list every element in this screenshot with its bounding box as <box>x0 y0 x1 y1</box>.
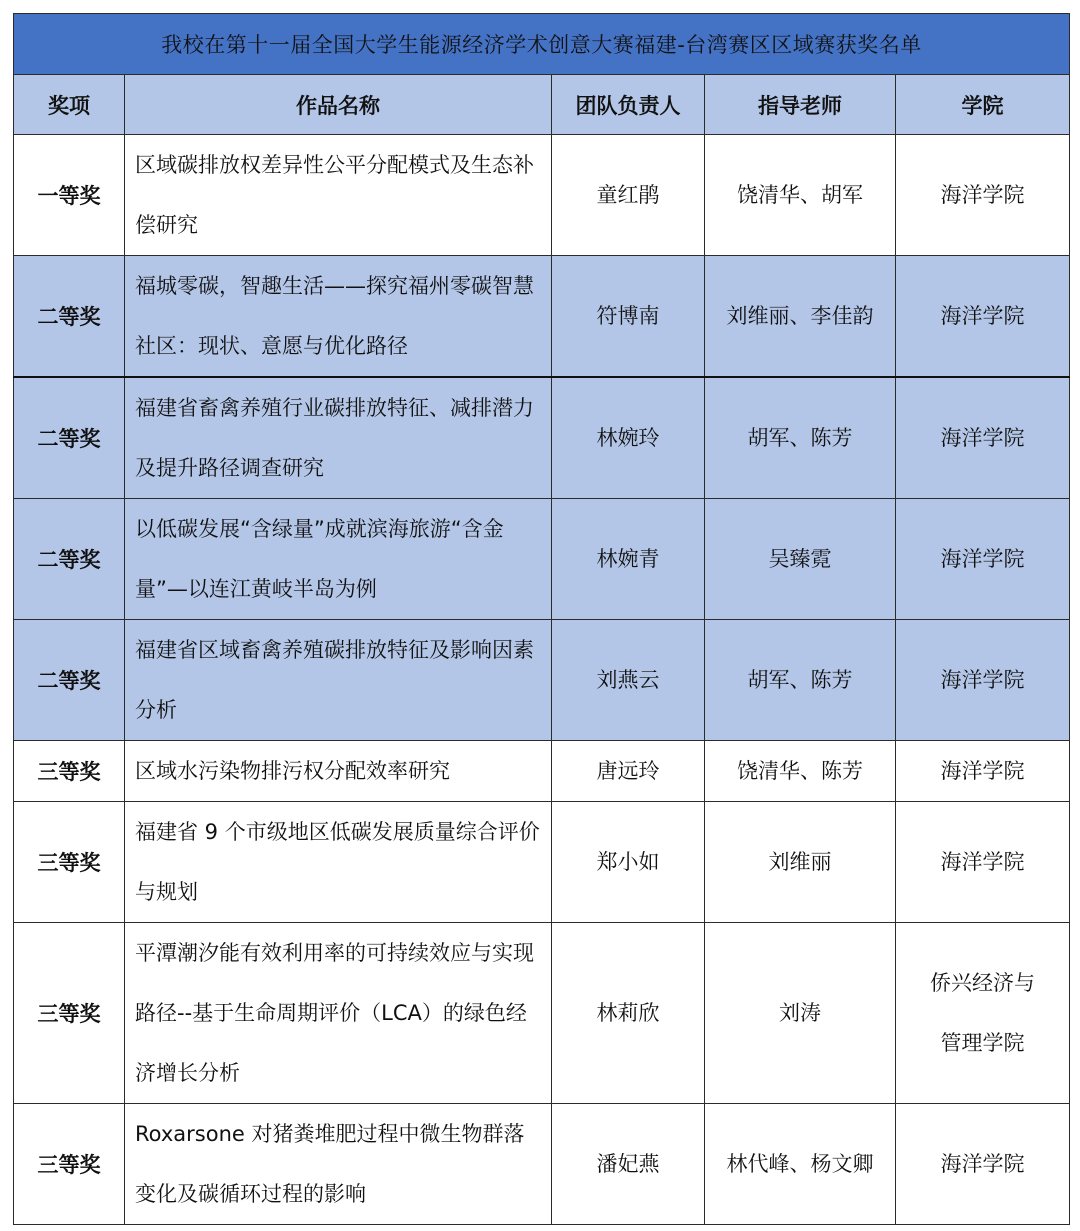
header-award: 奖项 <box>14 75 125 135</box>
work-cell: 区域碳排放权差异性公平分配模式及生态补偿研究 <box>125 135 552 256</box>
award-cell: 二等奖 <box>14 620 125 741</box>
leader-cell: 童红鹃 <box>552 135 705 256</box>
work-cell: 福城零碳，智趣生活——探究福州零碳智慧社区：现状、意愿与优化路径 <box>125 256 552 378</box>
work-cell: 福建省 9 个市级地区低碳发展质量综合评价与规划 <box>125 802 552 923</box>
college-cell: 海洋学院 <box>896 1104 1070 1225</box>
advisor-cell: 刘维丽、李佳韵 <box>705 256 896 378</box>
table-title: 我校在第十一届全国大学生能源经济学术创意大赛福建-台湾赛区区域赛获奖名单 <box>14 14 1070 75</box>
table-row <box>14 499 1070 620</box>
table-row <box>14 741 1070 802</box>
title-row <box>14 14 1070 75</box>
table-row <box>14 135 1070 256</box>
award-cell: 一等奖 <box>14 135 125 256</box>
header-leader: 团队负责人 <box>552 75 705 135</box>
leader-cell: 郑小如 <box>552 802 705 923</box>
college-cell: 海洋学院 <box>896 377 1070 499</box>
table-row <box>14 923 1070 1104</box>
award-cell: 二等奖 <box>14 499 125 620</box>
college-cell: 海洋学院 <box>896 135 1070 256</box>
work-cell: 福建省畜禽养殖行业碳排放特征、减排潜力及提升路径调查研究 <box>125 377 552 499</box>
leader-cell: 林婉青 <box>552 499 705 620</box>
award-list-document <box>13 13 1069 1225</box>
advisor-cell: 吴臻霓 <box>705 499 896 620</box>
header-college: 学院 <box>896 75 1070 135</box>
table-row <box>14 377 1070 499</box>
leader-cell: 符博南 <box>552 256 705 378</box>
work-cell: 以低碳发展“含绿量”成就滨海旅游“含金量”—以连江黄岐半岛为例 <box>125 499 552 620</box>
college-cell: 海洋学院 <box>896 499 1070 620</box>
table-row <box>14 1104 1070 1225</box>
advisor-cell: 胡军、陈芳 <box>705 620 896 741</box>
work-cell: 平潭潮汐能有效利用率的可持续效应与实现路径--基于生命周期评价（LCA）的绿色经济增长分析 <box>125 923 552 1104</box>
advisor-cell: 饶清华、陈芳 <box>705 741 896 802</box>
leader-cell: 唐远玲 <box>552 741 705 802</box>
header-row <box>14 75 1070 135</box>
advisor-cell: 刘涛 <box>705 923 896 1104</box>
advisor-cell: 林代峰、杨文卿 <box>705 1104 896 1225</box>
header-advisor: 指导老师 <box>705 75 896 135</box>
award-table <box>13 13 1070 1225</box>
table-row <box>14 802 1070 923</box>
advisor-cell: 饶清华、胡军 <box>705 135 896 256</box>
work-cell: 福建省区域畜禽养殖碳排放特征及影响因素分析 <box>125 620 552 741</box>
leader-cell: 林莉欣 <box>552 923 705 1104</box>
award-cell: 二等奖 <box>14 256 125 378</box>
award-cell: 三等奖 <box>14 802 125 923</box>
award-cell: 三等奖 <box>14 1104 125 1225</box>
work-cell: Roxarsone 对猪粪堆肥过程中微生物群落变化及碳循环过程的影响 <box>125 1104 552 1225</box>
college-cell: 侨兴经济与管理学院 <box>896 923 1070 1104</box>
table-row <box>14 256 1070 378</box>
advisor-cell: 胡军、陈芳 <box>705 377 896 499</box>
award-cell: 三等奖 <box>14 741 125 802</box>
advisor-cell: 刘维丽 <box>705 802 896 923</box>
leader-cell: 潘妃燕 <box>552 1104 705 1225</box>
leader-cell: 刘燕云 <box>552 620 705 741</box>
leader-cell: 林婉玲 <box>552 377 705 499</box>
college-cell: 海洋学院 <box>896 741 1070 802</box>
award-cell: 三等奖 <box>14 923 125 1104</box>
award-cell: 二等奖 <box>14 377 125 499</box>
table-row <box>14 620 1070 741</box>
college-cell: 海洋学院 <box>896 620 1070 741</box>
work-cell: 区域水污染物排污权分配效率研究 <box>125 741 552 802</box>
college-cell: 海洋学院 <box>896 256 1070 378</box>
header-work: 作品名称 <box>125 75 552 135</box>
college-cell: 海洋学院 <box>896 802 1070 923</box>
